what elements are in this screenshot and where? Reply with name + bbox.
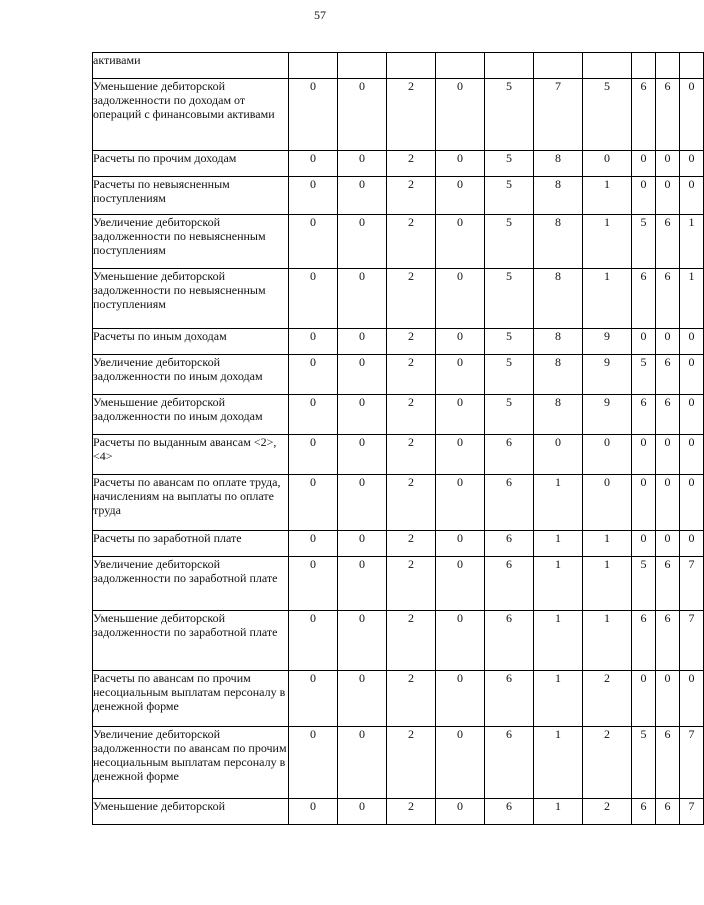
row-label: Увеличение дебиторской задолженности по невыясненным поступлениям (93, 215, 289, 269)
code-digit-cell: 0 (436, 79, 485, 151)
code-digit-cell: 6 (656, 79, 680, 151)
code-digit-cell: 0 (289, 531, 338, 557)
code-digit-cell: 0 (338, 151, 387, 177)
row-label: Расчеты по выданным авансам <2>, <4> (93, 435, 289, 475)
code-digit-cell: 5 (485, 355, 534, 395)
code-digit-cell: 5 (485, 329, 534, 355)
code-digit-cell: 0 (289, 355, 338, 395)
table-row (93, 671, 704, 727)
code-digit-cell: 0 (436, 531, 485, 557)
code-digit-cell: 6 (656, 557, 680, 611)
code-digit-cell: 2 (387, 435, 436, 475)
code-digit-cell: 0 (338, 269, 387, 329)
code-digit-cell: 0 (338, 475, 387, 531)
code-digit-cell: 0 (289, 151, 338, 177)
row-label: Уменьшение дебиторской задолженности по доходам от операций с финансовыми активами (93, 79, 289, 151)
code-digit-cell (656, 53, 680, 79)
code-digit-cell: 5 (485, 151, 534, 177)
code-digit-cell: 6 (632, 395, 656, 435)
code-digit-cell: 0 (632, 177, 656, 215)
code-digit-cell: 0 (289, 727, 338, 799)
row-label: Увеличение дебиторской задолженности по иным доходам (93, 355, 289, 395)
code-digit-cell: 2 (387, 395, 436, 435)
code-digit-cell: 5 (485, 79, 534, 151)
code-digit-cell: 5 (632, 355, 656, 395)
code-digit-cell (436, 53, 485, 79)
code-digit-cell: 6 (632, 799, 656, 825)
code-digit-cell: 0 (680, 329, 704, 355)
code-digit-cell: 8 (534, 215, 583, 269)
table-row (93, 215, 704, 269)
code-digit-cell: 0 (289, 79, 338, 151)
code-digit-cell: 2 (387, 531, 436, 557)
table-row (93, 151, 704, 177)
code-digit-cell: 0 (680, 435, 704, 475)
code-digit-cell: 0 (338, 557, 387, 611)
table-row (93, 435, 704, 475)
table-row (93, 799, 704, 825)
code-digit-cell: 0 (436, 727, 485, 799)
code-digit-cell: 5 (632, 215, 656, 269)
code-digit-cell: 8 (534, 269, 583, 329)
code-digit-cell: 2 (387, 151, 436, 177)
code-digit-cell: 5 (485, 177, 534, 215)
code-digit-cell: 6 (485, 557, 534, 611)
code-digit-cell: 2 (387, 557, 436, 611)
code-digit-cell: 0 (656, 177, 680, 215)
code-digit-cell: 1 (583, 177, 632, 215)
code-digit-cell: 1 (583, 531, 632, 557)
code-digit-cell: 2 (387, 177, 436, 215)
code-digit-cell: 0 (338, 355, 387, 395)
table-row (93, 355, 704, 395)
code-digit-cell: 6 (485, 611, 534, 671)
code-digit-cell: 7 (680, 557, 704, 611)
code-digit-cell: 0 (656, 329, 680, 355)
code-digit-cell: 0 (289, 671, 338, 727)
code-digit-cell: 7 (680, 727, 704, 799)
code-digit-cell: 0 (583, 475, 632, 531)
code-digit-cell: 6 (485, 671, 534, 727)
code-digit-cell (485, 53, 534, 79)
row-label: Расчеты по авансам по прочим несоциальным выплатам персоналу в денежной форме (93, 671, 289, 727)
code-digit-cell: 6 (656, 395, 680, 435)
code-digit-cell: 5 (485, 395, 534, 435)
code-digit-cell: 1 (534, 557, 583, 611)
code-digit-cell (583, 53, 632, 79)
code-digit-cell: 6 (632, 269, 656, 329)
row-label: активами (93, 53, 289, 79)
code-digit-cell: 0 (338, 799, 387, 825)
code-digit-cell: 2 (583, 671, 632, 727)
row-label: Уменьшение дебиторской задолженности по иным доходам (93, 395, 289, 435)
code-digit-cell: 9 (583, 395, 632, 435)
code-digit-cell: 0 (436, 355, 485, 395)
code-digit-cell: 0 (289, 395, 338, 435)
code-digit-cell: 0 (680, 177, 704, 215)
code-digit-cell: 0 (289, 435, 338, 475)
code-digit-cell: 0 (632, 531, 656, 557)
code-digit-cell: 1 (534, 475, 583, 531)
code-digit-cell: 0 (338, 435, 387, 475)
code-digit-cell (387, 53, 436, 79)
code-digit-cell: 8 (534, 329, 583, 355)
code-digit-cell: 0 (338, 329, 387, 355)
code-digit-cell: 0 (289, 269, 338, 329)
code-digit-cell: 1 (534, 671, 583, 727)
code-digit-cell: 7 (680, 799, 704, 825)
table-row (93, 475, 704, 531)
code-digit-cell: 1 (534, 799, 583, 825)
table-row (93, 557, 704, 611)
table-row (93, 177, 704, 215)
code-digit-cell (338, 53, 387, 79)
code-digit-cell: 0 (289, 177, 338, 215)
table-row (93, 269, 704, 329)
code-digit-cell: 0 (436, 395, 485, 435)
code-digit-cell: 0 (436, 557, 485, 611)
code-digit-cell: 0 (583, 151, 632, 177)
code-digit-cell: 0 (632, 475, 656, 531)
code-digit-cell: 2 (387, 611, 436, 671)
code-digit-cell: 0 (680, 151, 704, 177)
code-digit-cell: 0 (289, 799, 338, 825)
code-digit-cell: 2 (387, 269, 436, 329)
code-digit-cell: 0 (436, 329, 485, 355)
code-digit-cell: 0 (436, 475, 485, 531)
code-digit-cell: 1 (583, 215, 632, 269)
code-digit-cell: 0 (656, 475, 680, 531)
row-label: Уменьшение дебиторской задолженности по невыясненным поступлениям (93, 269, 289, 329)
code-digit-cell: 2 (387, 727, 436, 799)
table-body (93, 53, 704, 825)
code-digit-cell: 6 (656, 355, 680, 395)
code-digit-cell: 2 (387, 215, 436, 269)
table-row (93, 531, 704, 557)
code-digit-cell: 6 (485, 435, 534, 475)
row-label: Уменьшение дебиторской задолженности по заработной плате (93, 611, 289, 671)
row-label: Расчеты по авансам по оплате труда, начислениям на выплаты по оплате труда (93, 475, 289, 531)
code-digit-cell: 2 (387, 671, 436, 727)
code-digit-cell: 8 (534, 395, 583, 435)
code-digit-cell: 1 (583, 269, 632, 329)
code-digit-cell (680, 53, 704, 79)
code-digit-cell: 2 (387, 475, 436, 531)
code-digit-cell: 1 (680, 269, 704, 329)
code-digit-cell: 0 (338, 531, 387, 557)
code-digit-cell: 6 (485, 475, 534, 531)
code-digit-cell: 6 (656, 215, 680, 269)
code-digit-cell: 6 (632, 79, 656, 151)
account-codes-table (92, 52, 704, 825)
code-digit-cell: 0 (289, 557, 338, 611)
code-digit-cell: 8 (534, 177, 583, 215)
code-digit-cell: 0 (680, 79, 704, 151)
code-digit-cell: 0 (656, 151, 680, 177)
code-digit-cell: 1 (534, 531, 583, 557)
code-digit-cell: 0 (436, 799, 485, 825)
code-digit-cell: 0 (436, 215, 485, 269)
code-digit-cell: 0 (656, 435, 680, 475)
code-digit-cell: 9 (583, 329, 632, 355)
code-digit-cell: 5 (632, 557, 656, 611)
code-digit-cell: 6 (632, 611, 656, 671)
table-row (93, 611, 704, 671)
row-label: Увеличение дебиторской задолженности по заработной плате (93, 557, 289, 611)
table-row (93, 53, 704, 79)
code-digit-cell: 0 (632, 329, 656, 355)
code-digit-cell: 0 (436, 177, 485, 215)
code-digit-cell: 0 (338, 671, 387, 727)
code-digit-cell: 0 (436, 611, 485, 671)
code-digit-cell: 0 (632, 671, 656, 727)
code-digit-cell: 5 (632, 727, 656, 799)
code-digit-cell (534, 53, 583, 79)
page-number: 57 (314, 8, 326, 22)
code-digit-cell: 6 (485, 531, 534, 557)
code-digit-cell: 1 (680, 215, 704, 269)
code-digit-cell: 5 (485, 269, 534, 329)
code-digit-cell: 0 (534, 435, 583, 475)
code-digit-cell: 7 (680, 611, 704, 671)
row-label: Увеличение дебиторской задолженности по авансам по прочим несоциальным выплатам персоналу в денежной форме (93, 727, 289, 799)
code-digit-cell: 0 (338, 727, 387, 799)
code-digit-cell: 8 (534, 151, 583, 177)
code-digit-cell: 0 (436, 671, 485, 727)
code-digit-cell (632, 53, 656, 79)
code-digit-cell: 1 (534, 727, 583, 799)
code-digit-cell: 2 (387, 355, 436, 395)
code-digit-cell (289, 53, 338, 79)
code-digit-cell: 6 (656, 727, 680, 799)
code-digit-cell: 0 (289, 475, 338, 531)
code-digit-cell: 6 (485, 799, 534, 825)
row-label: Расчеты по невыясненным поступлениям (93, 177, 289, 215)
code-digit-cell: 2 (387, 79, 436, 151)
code-digit-cell: 9 (583, 355, 632, 395)
code-digit-cell: 0 (289, 215, 338, 269)
code-digit-cell: 0 (338, 79, 387, 151)
code-digit-cell: 7 (534, 79, 583, 151)
code-digit-cell: 2 (387, 329, 436, 355)
table-row (93, 329, 704, 355)
code-digit-cell: 0 (656, 671, 680, 727)
code-digit-cell: 8 (534, 355, 583, 395)
code-digit-cell: 0 (680, 475, 704, 531)
code-digit-cell: 0 (680, 395, 704, 435)
code-digit-cell: 2 (583, 799, 632, 825)
row-label: Расчеты по иным доходам (93, 329, 289, 355)
code-digit-cell: 1 (534, 611, 583, 671)
code-digit-cell: 0 (289, 611, 338, 671)
table-row (93, 727, 704, 799)
table-row (93, 395, 704, 435)
code-digit-cell: 1 (583, 557, 632, 611)
code-digit-cell: 0 (680, 671, 704, 727)
code-digit-cell: 0 (436, 269, 485, 329)
code-digit-cell: 2 (387, 799, 436, 825)
code-digit-cell: 0 (680, 355, 704, 395)
code-digit-cell: 6 (656, 269, 680, 329)
code-digit-cell: 0 (656, 531, 680, 557)
row-label: Уменьшение дебиторской (93, 799, 289, 825)
code-digit-cell: 0 (289, 329, 338, 355)
code-digit-cell: 2 (583, 727, 632, 799)
code-digit-cell: 0 (338, 395, 387, 435)
code-digit-cell: 0 (338, 177, 387, 215)
code-digit-cell: 5 (583, 79, 632, 151)
row-label: Расчеты по заработной плате (93, 531, 289, 557)
row-label: Расчеты по прочим доходам (93, 151, 289, 177)
code-digit-cell: 5 (485, 215, 534, 269)
code-digit-cell: 0 (583, 435, 632, 475)
code-digit-cell: 0 (632, 435, 656, 475)
code-digit-cell: 6 (656, 611, 680, 671)
table-row (93, 79, 704, 151)
code-digit-cell: 6 (485, 727, 534, 799)
code-digit-cell: 0 (436, 151, 485, 177)
code-digit-cell: 0 (338, 611, 387, 671)
code-digit-cell: 0 (338, 215, 387, 269)
code-digit-cell: 0 (680, 531, 704, 557)
code-digit-cell: 0 (632, 151, 656, 177)
code-digit-cell: 1 (583, 611, 632, 671)
code-digit-cell: 0 (436, 435, 485, 475)
code-digit-cell: 6 (656, 799, 680, 825)
